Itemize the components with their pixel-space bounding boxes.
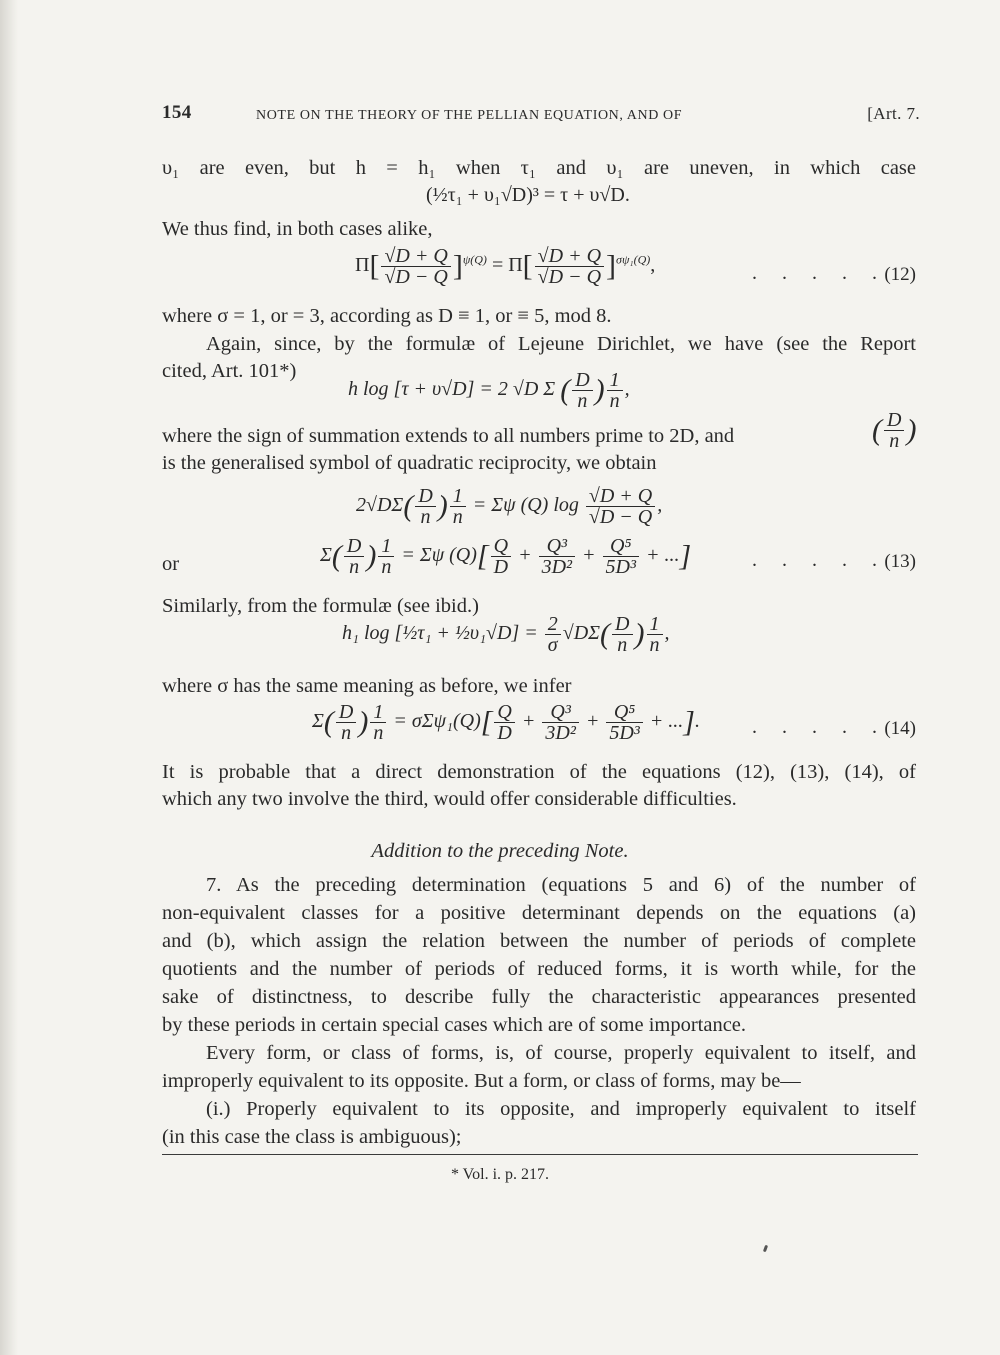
leader-dots: . . . . .	[752, 262, 887, 284]
text-line: which any two involve the third, would offer considerable difficulties.	[162, 788, 737, 810]
text-line: is the generalised symbol of quadratic reciprocity, we obtain	[162, 452, 657, 474]
section-heading: Addition to the preceding Note.	[371, 840, 629, 862]
text-or: or	[162, 553, 180, 575]
paragraph-line: 7. As the preceding determination (equations 5 and 6) of the number of	[206, 874, 916, 896]
running-header	[162, 104, 920, 132]
footnote-rule	[162, 1154, 918, 1155]
paragraph-line: by these periods in certain special cases which are of some importance.	[162, 1014, 747, 1036]
symbol-D-over-n: ( $\frac{D}{n}$ )	[872, 409, 917, 452]
leader-dots: . . . . .	[752, 549, 887, 571]
equation-sum-log: 2√DΣ( $\frac{D}{n}$ ) $\frac{1}{n}$ = Σψ (Q) log $\frac{√D + Q}{√D - Q}$ ,	[356, 485, 663, 528]
equation-case: (½τ₁ + υ₁√D)³ = τ + υ√D.	[426, 184, 630, 206]
text-line: where σ has the same meaning as before, we infer	[162, 675, 572, 697]
leader-dots: . . . . .	[752, 716, 887, 738]
equation-hlog: h log [τ + υ√D] = 2 √D Σ ( $\frac{D}{n}$ ) $\frac{1}{n}$ ,	[348, 369, 630, 412]
running-title: NOTE ON THE THEORY OF THE PELLIAN EQUATION, AND OF	[256, 108, 683, 123]
text-line: Again, since, by the formulæ of Lejeune Dirichlet, we have (see the Report	[206, 333, 916, 355]
paragraph-line: Every form, or class of forms, is, of course, properly equivalent to itself, and	[206, 1042, 916, 1064]
equation-number-12: (12)	[884, 264, 916, 285]
equation-h1-log: h₁ log [½τ₁ + ½υ₁√D] = $\frac{2}{\sigma}$ √DΣ( $\frac{D}{n}$ ) $\frac{1}{n}$ ,	[342, 613, 670, 656]
paragraph-line: quotients and the number of periods of reduced forms, it is worth while, for the	[162, 958, 916, 980]
paragraph-line: and (b), which assign the relation between the number of periods of complete	[162, 930, 916, 952]
equation-number-13: (13)	[884, 551, 916, 572]
paragraph-line: sake of distinctness, to describe fully the characteristic appearances presented	[162, 986, 916, 1008]
page-edge-shadow	[0, 0, 18, 1355]
text-line: where σ = 1, or = 3, according as D ≡ 1, or ≡ 5, mod 8.	[162, 305, 612, 327]
footnote: * Vol. i. p. 217.	[450, 1166, 550, 1183]
paragraph-line: (i.) Properly equivalent to its opposite, and improperly equivalent to itself	[206, 1098, 916, 1120]
paragraph-line: improperly equivalent to its opposite. But a form, or class of forms, may be—	[162, 1070, 801, 1092]
text-line: Similarly, from the formulæ (see ibid.)	[162, 595, 479, 617]
equation-12: Π[ $\frac{√D + Q}{√D - Q}$ ]$^{\psi(Q)}$ = Π[ $\frac{√D + Q}{√D - Q}$ ]$^{\sigma\psi_1(Q)}$,	[355, 245, 656, 288]
page-number: 154	[162, 102, 192, 123]
equation-number-14: (14)	[884, 718, 916, 739]
ink-speck	[763, 1245, 768, 1253]
text-line: We thus find, in both cases alike,	[162, 218, 433, 240]
text-line: υ₁ are even, but h = h₁ when τ₁ and υ₁ are uneven, in which case	[162, 157, 916, 179]
equation-13: Σ( $\frac{D}{n}$ ) $\frac{1}{n}$ = Σψ (Q)[ $\frac{Q}{D}$ + $\frac{\text{Q³}}{\text{3D²}}$ + $\frac{\text{Q⁵}}{\text{5D³}}$ + ...]	[320, 535, 692, 578]
article-ref: [Art. 7.	[867, 104, 920, 123]
paragraph-line: non-equivalent classes for a positive determinant depends on the equations (a)	[162, 902, 916, 924]
text-line: where the sign of summation extends to all numbers prime to 2D, and	[162, 425, 735, 447]
paragraph-line: (in this case the class is ambiguous);	[162, 1126, 462, 1148]
text-line: cited, Art. 101*)	[162, 360, 297, 382]
text-line: It is probable that a direct demonstration of the equations (12), (13), (14), of	[162, 761, 916, 783]
equation-14: Σ( $\frac{D}{n}$ ) $\frac{1}{n}$ = σΣψ₁(Q)[ $\frac{Q}{D}$ + $\frac{\text{Q³}}{\text{3D²}}$ + $\frac{\text{Q⁵}}{\text{5D³}}$ + ...].	[312, 701, 700, 744]
